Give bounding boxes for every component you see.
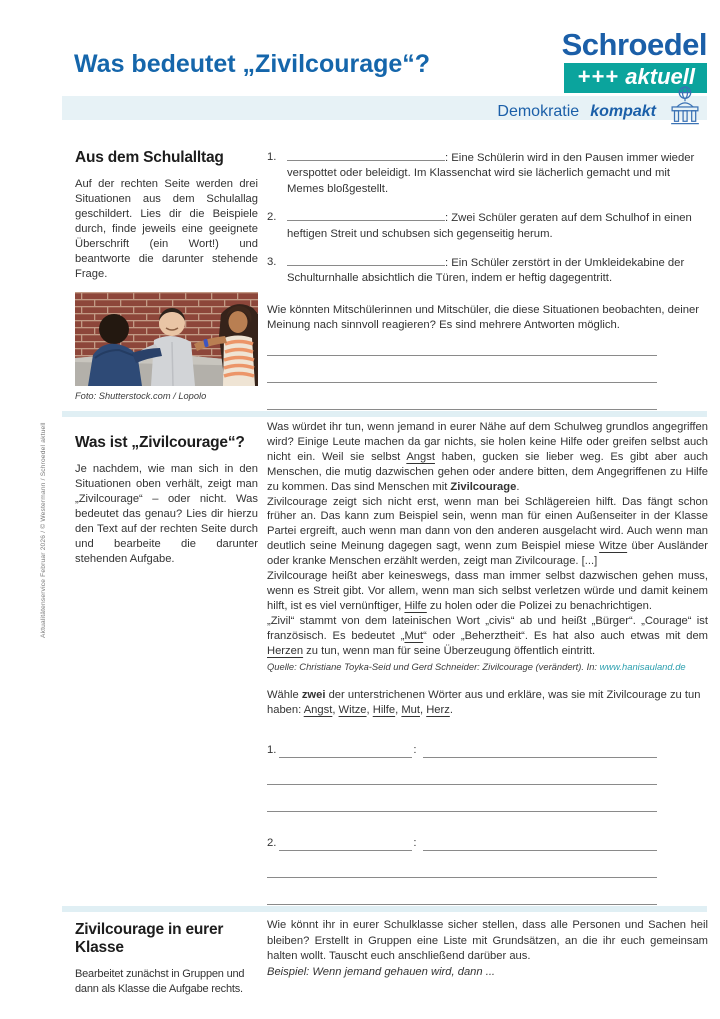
logo-aktuell-label: aktuell [625,64,695,89]
series-name: Demokratie [497,103,580,120]
main-text-paragraph: Zivilcourage heißt aber keineswegs, dass man immer selbst dazwischen gehen muss, wenn es Streit gibt. Vor allem, wenn man sich selbst verletzen würde und damit keinem hilft, ist es viel vernünftiger, Hilfe zu holen oder die Polizei zu benachrichtigen. [267,570,708,612]
answer-area [267,743,657,905]
main-text-paragraph: „Zivil“ stammt von dem lateinischen Wort „civis“ ab und heißt „Bürger“. „Courage“ ist französisch. Es bedeutet „Mut“ oder „Beherztheit“. Es hat also auch etwas mit dem Herzen zu tun, wenn man für seine Überzeugung öffentlich eintritt. [267,614,708,657]
fill-in-blank [287,255,445,266]
fill-in-blank [287,150,445,161]
section-divider [62,906,707,912]
main-text-paragraph: Was würdet ihr tun, wenn jemand in eurer Nähe auf dem Schulweg grundlos angegriffen wird? Einige Leute machen da gar nichts, sie holen keine Hilfe oder greifen selbst auch nicht ein. Weil sie selbst Angst haben, gucken sie lieber weg. Es gibt aber auch Menschen, die mutig dazwischen gehen oder andere bitten, dem Angegriffenen zu Hilfe zu kommen. Das sind Menschen mit Zivilcourage. [267,421,709,493]
logo-plus-marks: +++ [577,64,620,89]
edge-credit: Aktualitätenservice Februar 2026 / © Westermann / Schroedel aktuell [40,422,47,638]
writing-line [267,355,657,356]
fill-in-blank [287,210,445,221]
situation-text: : Ein Schüler zerstört in der Umkleidekabine der Schulturnhalle absichtlich die Türen, indem er heftig dagegentritt. [287,257,685,285]
answer-row [267,836,657,851]
situation-item [267,150,708,197]
school-conflict-photo [75,292,258,386]
series-label [497,97,707,127]
explanation-blank [423,745,657,758]
schulalltag-intro-text: Auf der rechten Seite werden drei Situationen aus dem Schulallag geschildert. Lies dir die Beispiele durch, finde jeweils eine geeignete Überschrift (ein Wort!) und beantworte die darunter stehende Frage. [75,178,258,280]
gate-dome-icon [663,85,707,127]
item-number: 3. [267,256,277,269]
klasse-example-text: Beispiel: Wenn jemand gehauen wird, dann ... [267,965,496,978]
klasse-intro-text: Bearbeitet zunächst in Gruppen und dann als Klasse die Aufgabe rechts. [75,968,245,995]
writing-line [267,877,657,878]
answer-number: 1. [267,743,277,756]
situation-text: : Eine Schülerin wird in den Pausen immer wieder verspottet oder beleidigt. Im Klassenchat wird sie lächerlich gemacht und mit Memes bloßgestellt. [287,152,695,195]
page-title: Was bedeutet „Zivilcourage“? [74,50,431,78]
section-schulalltag-right [267,150,708,410]
writing-line [267,811,657,812]
writing-line [267,784,657,785]
explanation-blank [423,838,657,851]
colon: : [413,836,417,849]
situation-text: : Zwei Schüler geraten auf dem Schulhof in einen heftigen Streit und schubsen sich gegenseitig herum. [287,212,692,240]
word-blank [279,838,412,851]
writing-line [267,382,657,383]
section-schulalltag-left [75,149,258,401]
colon: : [413,743,417,756]
publisher-logo [497,29,707,127]
writing-line [267,409,657,410]
source-line[interactable]: Quelle: Christiane Toyka-Seid und Gerd Schneider: Zivilcourage (verändert). In: www.hanisauland.de [267,660,686,672]
word-blank [279,745,412,758]
section-heading-zivilcourage: Was ist „Zivilcourage“? [75,434,245,451]
section-heading-klasse: Zivilcourage in eurer Klasse [75,921,224,956]
item-number: 1. [267,151,277,163]
main-text-paragraph: Zivilcourage zeigt sich nicht erst, wenn man bei Schlägereien hilft. Das fängt schon früher an. Das kann zum Beispiel sein, wenn man für einen Außenseiter in der Klasse Partei ergreift, auch wenn man dann von den anderen ausgelacht wird. Auch wenn man deutlich seine Meinung dagegen sagt, wenn zum Beispiel miese Witze über Ausländer oder kranke Menschen erzählt werden, zeigt man Zivilcourage. [...] [267,495,708,568]
section-divider [62,411,707,417]
item-number: 2. [267,211,277,224]
answer-row [267,743,657,758]
zivilcourage-intro-text: Je nachdem, wie man sich in den Situationen oben verhält, zeigt man „Zivilcourage“ – oder nicht. Was bedeutet das genau? Lies dir hierzu den Text auf der rechten Seite durch und bearbeite die darunter stehenden Aufgabe. [75,463,258,565]
series-name-italic: kompakt [590,103,656,120]
reflection-question: Wie könnten Mitschülerinnen und Mitschüler, die diese Situationen beobachten, deiner Meinung nach sinnvoll reagieren? Es sind mehrere Antworten möglich. [267,303,700,332]
section-heading-schulalltag: Aus dem Schulalltag [75,149,224,166]
logo-brand-name: Schroedel [561,27,707,62]
section-zivilcourage-left [75,434,258,567]
task-instruction: Wähle zwei der unterstrichenen Wörter aus und erkläre, was sie mit Zivilcourage zu tun haben: Angst, Witze, Hilfe, Mut, Herz. [267,688,701,717]
answer-number: 2. [267,836,277,849]
writing-line [267,904,657,905]
section-klasse-right [267,918,708,980]
section-klasse-left [75,921,262,996]
klasse-task-text: Wie könnt ihr in eurer Schulklasse sicher stellen, dass alle Personen und Sachen heil bleiben? Erstellt in Gruppen eine Liste mit Grundsätzen, an die ihr euch gemeinsam halten wollt. Tauscht euch anschließend darüber aus. [267,919,708,963]
photo-credit: Foto: Shutterstock.com / Lopolo [75,391,207,401]
section-zivilcourage-right [267,420,708,905]
situation-item [267,210,708,242]
situation-item [267,255,708,287]
